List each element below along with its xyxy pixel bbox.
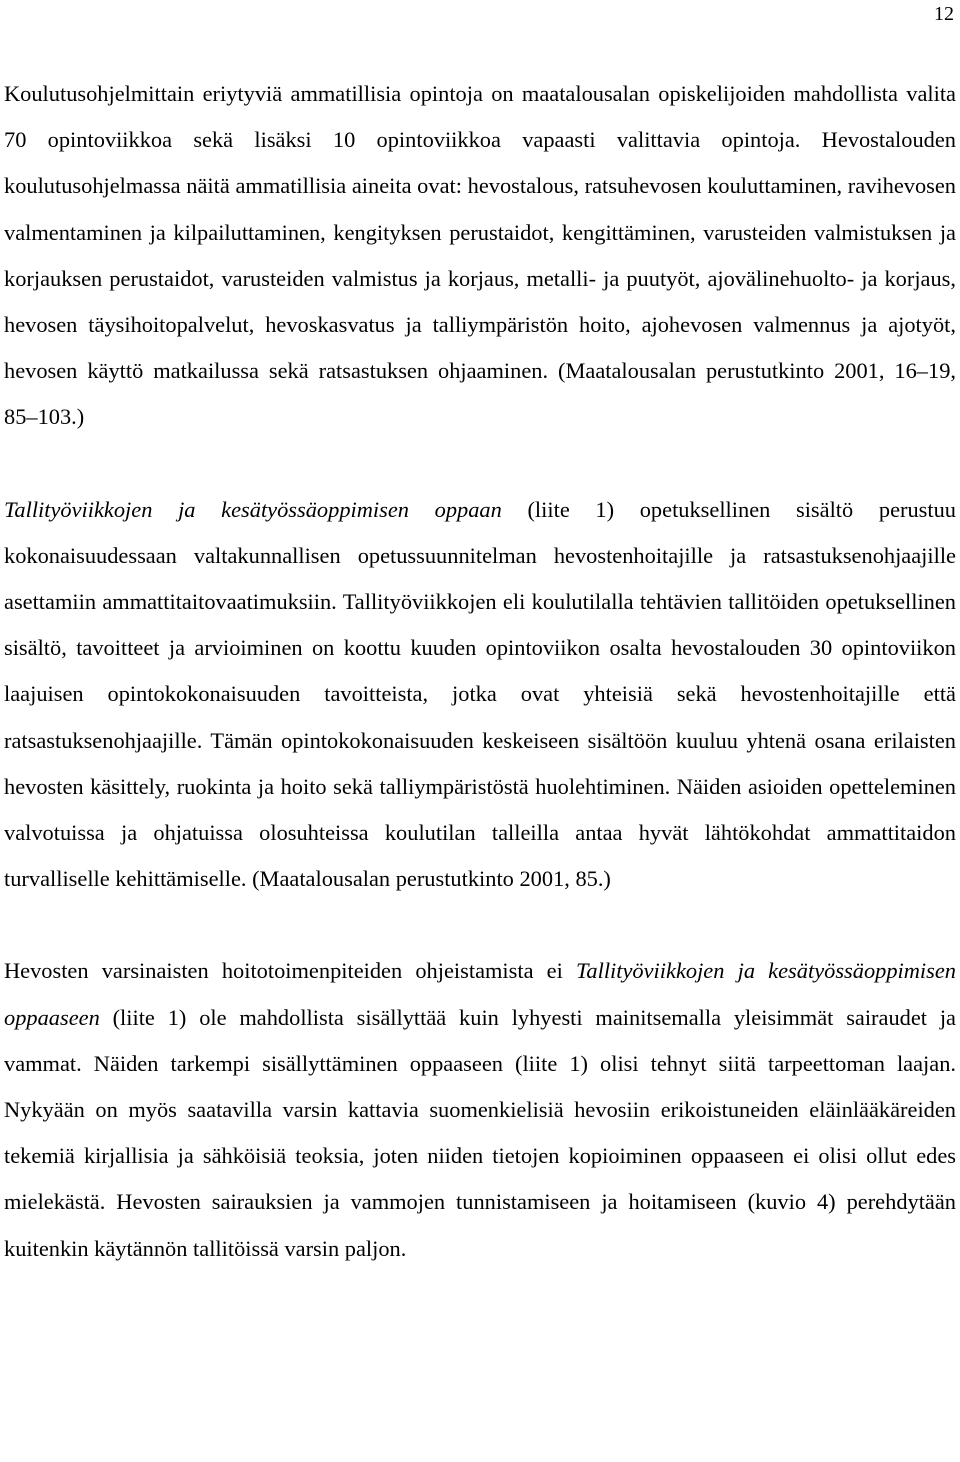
page-number: 12 — [934, 3, 954, 25]
paragraph-3-text-before: Hevosten varsinaisten hoitotoimenpiteiden ohjeistamista ei — [4, 958, 577, 984]
paragraph-3-title: Tallityöviikkojen ja kesätyössäoppimisen oppaaseen — [4, 958, 956, 1030]
paragraph-1-text: Koulutusohjelmittain eriytyviä ammatillisia opintoja on maatalousalan opiskelijoiden mahdollista valita 70 opintoviikkoa sekä lisäksi 10 opintoviikkoa vapaasti valittavia opintoja. Hevostalouden koulutusohjelmassa näitä ammatillisia aineita ovat: hevostalous, ratsuhevosen kouluttaminen, ravihevosen valmentaminen ja kilpailuttaminen, kengityksen perustaidot, kengittäminen, varusteiden valmistuksen ja korjauksen perustaidot, varusteiden valmistus ja korjaus, metalli- ja puutyöt, ajovälinehuolto- ja korjaus, hevosen täysihoitopalvelut, hevoskasvatus ja talliympäristön hoito, ajohevosen valmennus ja ajotyöt, hevosen käyttö matkailussa sekä ratsastuksen ohjaaminen. (Maatalousalan perustutkinto 2001, 16–19, 85–103.) — [4, 81, 956, 430]
paragraph-3 — [4, 948, 956, 1271]
document-body — [4, 71, 956, 1272]
paragraph-3-text-after: (liite 1) ole mahdollista sisällyttää kuin lyhyesti mainitsemalla yleisimmät sairaudet ja vammat. Näiden tarkempi sisällyttäminen oppaaseen (liite 1) olisi tehnyt siitä tarpeettoman laajan. Nykyään on myös saatavilla varsin kattavia suomenkielisiä hevosiin erikoistuneiden eläinlääkäreiden tekemiä kirjallisia ja sähköisiä teoksia, joten niiden tietojen kopioiminen oppaaseen ei olisi ollut edes mielekästä. Hevosten sairauksien ja vammojen tunnistamiseen ja hoitamiseen (kuvio 4) perehdytään kuitenkin käytännön tallitöissä varsin paljon. — [4, 1004, 956, 1261]
paragraph-2 — [4, 487, 956, 903]
paragraph-2-title: Tallityöviikkojen ja kesätyössäoppimisen oppaan — [4, 496, 502, 522]
paragraph-2-text: (liite 1) opetuksellinen sisältö perustuu kokonaisuudessaan valtakunnallisen opetussuunnitelman hevostenhoitajille ja ratsastuksenohjaajille asettamiin ammattitaitovaatimuksiin. Tallityöviikkojen eli koulutilalla tehtävien tallitöiden opetuksellinen sisältö, tavoitteet ja arvioiminen on koottu kuuden opintoviikon osalta hevostalouden 30 opintoviikon laajuisen opintokokonaisuuden tavoitteista, jotka ovat yhteisiä sekä hevostenhoitajille että ratsastuksenohjaajille. Tämän opintokokonaisuuden keskeiseen sisältöön kuuluu yhtenä osana erilaisten hevosten käsittely, ruokinta ja hoito sekä talliympäristöstä huolehtiminen. Näiden asioiden opetteleminen valvotuissa ja ohjatuissa olosuhteissa koulutilan talleilla antaa hyvät lähtökohdat ammattitaidon turvalliselle kehittämiselle. (Maatalousalan perustutkinto 2001, 85.) — [4, 496, 956, 892]
paragraph-1 — [4, 71, 956, 441]
